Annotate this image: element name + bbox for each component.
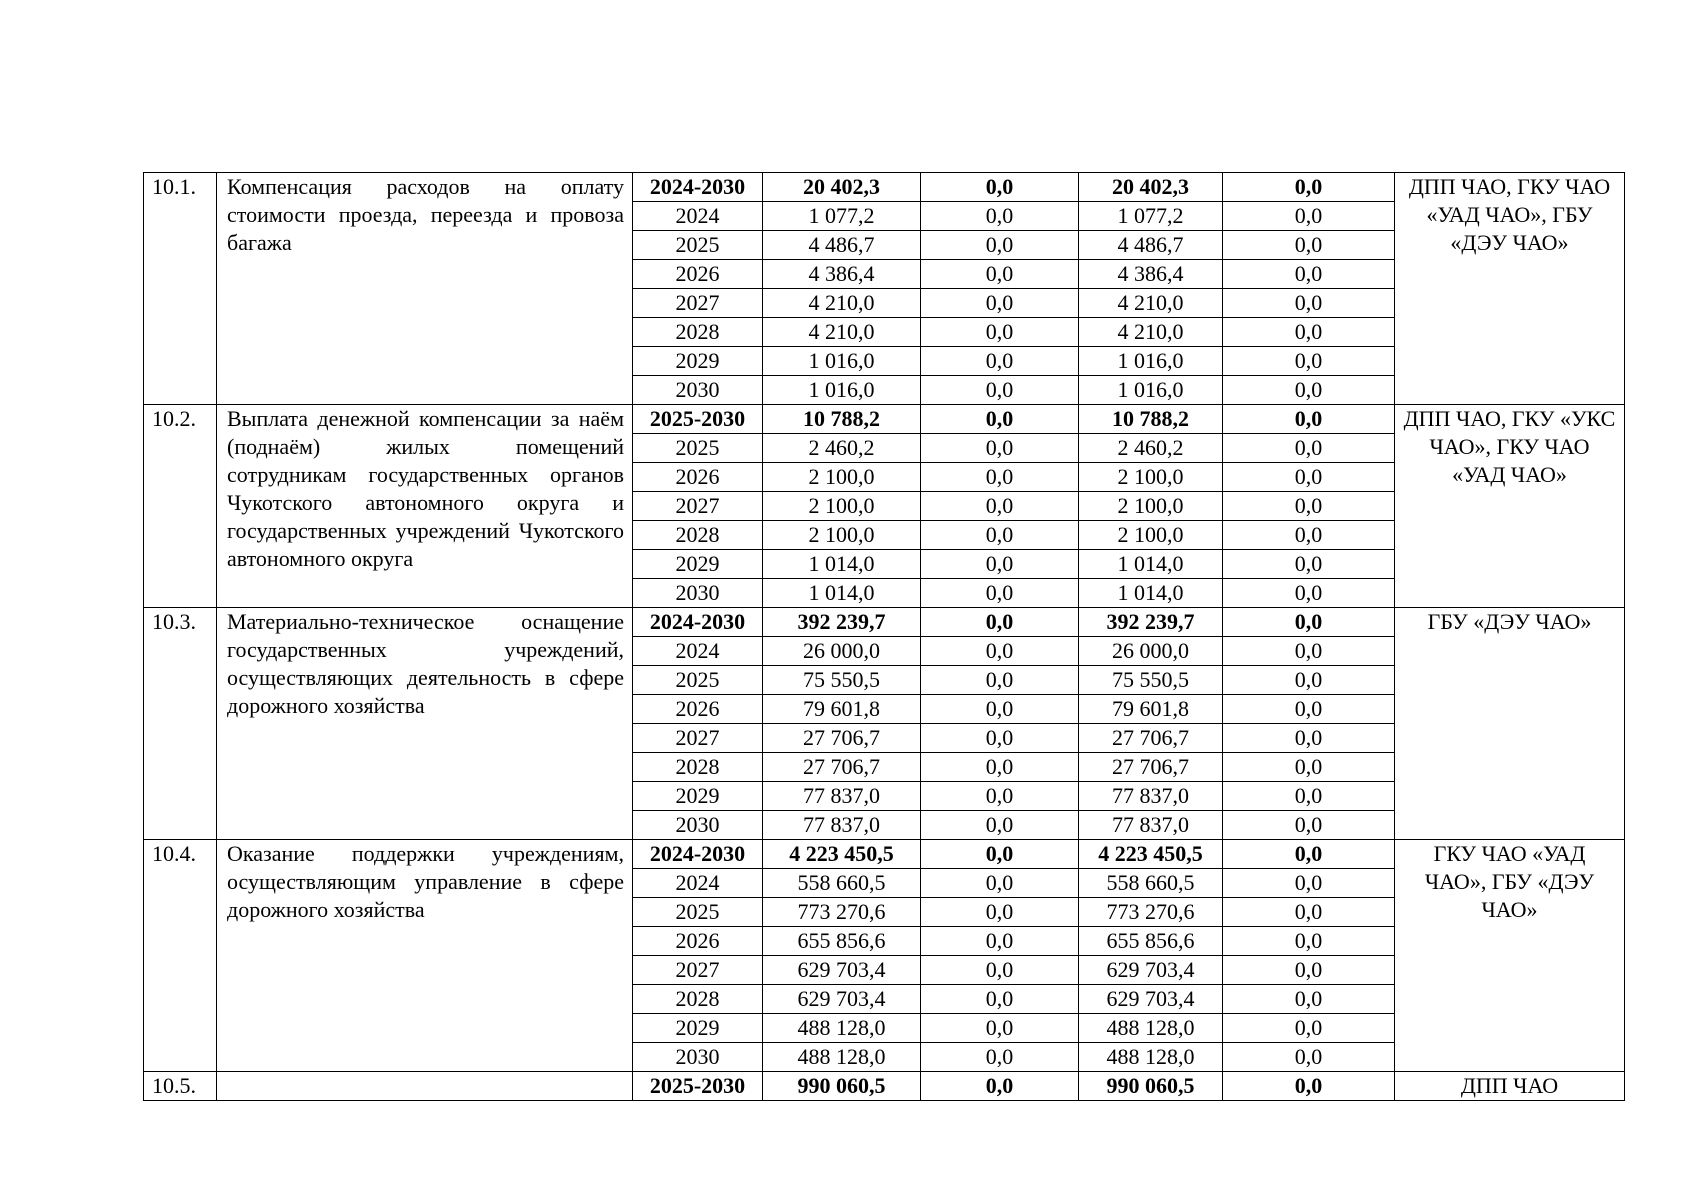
cell-total: 10 788,2 [763,405,921,434]
cell-total: 27 706,7 [763,724,921,753]
cell-col2: 0,0 [921,666,1079,695]
cell-col2: 0,0 [921,811,1079,840]
cell-col4: 0,0 [1223,666,1395,695]
cell-col4: 0,0 [1223,463,1395,492]
cell-period: 2026 [633,260,763,289]
cell-col3: 558 660,5 [1079,869,1223,898]
cell-period: 2025 [633,231,763,260]
cell-total: 4 223 450,5 [763,840,921,869]
cell-col3: 773 270,6 [1079,898,1223,927]
cell-col3: 2 460,2 [1079,434,1223,463]
cell-col3: 2 100,0 [1079,463,1223,492]
cell-col2: 0,0 [921,579,1079,608]
cell-col4: 0,0 [1223,550,1395,579]
cell-total: 1 077,2 [763,202,921,231]
cell-col4: 0,0 [1223,231,1395,260]
cell-col3: 4 210,0 [1079,289,1223,318]
cell-total: 2 100,0 [763,492,921,521]
cell-period: 2030 [633,376,763,405]
cell-col4: 0,0 [1223,260,1395,289]
cell-period: 2027 [633,724,763,753]
cell-col2: 0,0 [921,637,1079,666]
cell-col2: 0,0 [921,492,1079,521]
cell-col4: 0,0 [1223,405,1395,434]
cell-total: 2 100,0 [763,521,921,550]
cell-period: 2030 [633,579,763,608]
cell-total: 4 486,7 [763,231,921,260]
cell-col3: 2 100,0 [1079,521,1223,550]
cell-col4: 0,0 [1223,347,1395,376]
cell-col3: 4 386,4 [1079,260,1223,289]
cell-total: 990 060,5 [763,1072,921,1101]
cell-col2: 0,0 [921,840,1079,869]
cell-total: 558 660,5 [763,869,921,898]
cell-col3: 26 000,0 [1079,637,1223,666]
cell-col4: 0,0 [1223,492,1395,521]
cell-period: 2027 [633,289,763,318]
cell-col4: 0,0 [1223,927,1395,956]
cell-period: 2026 [633,463,763,492]
cell-period: 2025 [633,898,763,927]
cell-col3: 77 837,0 [1079,782,1223,811]
cell-period: 2030 [633,1043,763,1072]
cell-col3: 629 703,4 [1079,985,1223,1014]
cell-col3: 4 486,7 [1079,231,1223,260]
cell-col3: 488 128,0 [1079,1043,1223,1072]
cell-col3: 27 706,7 [1079,724,1223,753]
cell-col2: 0,0 [921,521,1079,550]
item-number: 10.1. [144,173,217,405]
cell-total: 77 837,0 [763,811,921,840]
item-number: 10.3. [144,608,217,840]
cell-col2: 0,0 [921,898,1079,927]
cell-total: 4 386,4 [763,260,921,289]
cell-col4: 0,0 [1223,1072,1395,1101]
cell-total: 75 550,5 [763,666,921,695]
cell-col4: 0,0 [1223,782,1395,811]
table-row [144,173,1625,202]
cell-col3: 2 100,0 [1079,492,1223,521]
cell-col2: 0,0 [921,724,1079,753]
cell-col2: 0,0 [921,376,1079,405]
cell-period: 2029 [633,782,763,811]
cell-col3: 27 706,7 [1079,753,1223,782]
cell-col4: 0,0 [1223,202,1395,231]
cell-total: 629 703,4 [763,985,921,1014]
cell-col4: 0,0 [1223,1014,1395,1043]
cell-period: 2025 [633,434,763,463]
cell-period: 2028 [633,753,763,782]
cell-col4: 0,0 [1223,695,1395,724]
budget-table [143,172,1625,1101]
cell-col2: 0,0 [921,202,1079,231]
cell-col4: 0,0 [1223,724,1395,753]
cell-col4: 0,0 [1223,956,1395,985]
cell-col4: 0,0 [1223,753,1395,782]
cell-period: 2028 [633,985,763,1014]
cell-col2: 0,0 [921,608,1079,637]
cell-col3: 4 223 450,5 [1079,840,1223,869]
cell-col4: 0,0 [1223,1043,1395,1072]
item-executor: ДПП ЧАО [1395,1072,1625,1101]
cell-period: 2024 [633,637,763,666]
cell-col3: 488 128,0 [1079,1014,1223,1043]
cell-col2: 0,0 [921,956,1079,985]
item-number: 10.4. [144,840,217,1072]
cell-total: 4 210,0 [763,318,921,347]
cell-period: 2028 [633,521,763,550]
cell-col2: 0,0 [921,260,1079,289]
cell-col4: 0,0 [1223,869,1395,898]
cell-col3: 1 016,0 [1079,347,1223,376]
cell-col4: 0,0 [1223,637,1395,666]
cell-col2: 0,0 [921,173,1079,202]
cell-col2: 0,0 [921,347,1079,376]
cell-period: 2024-2030 [633,608,763,637]
cell-total: 79 601,8 [763,695,921,724]
cell-period: 2025-2030 [633,405,763,434]
cell-col2: 0,0 [921,782,1079,811]
cell-col2: 0,0 [921,985,1079,1014]
cell-col3: 629 703,4 [1079,956,1223,985]
cell-total: 629 703,4 [763,956,921,985]
cell-col4: 0,0 [1223,376,1395,405]
cell-col4: 0,0 [1223,318,1395,347]
cell-total: 2 460,2 [763,434,921,463]
item-description: Оказание поддержки учреждениям, осуществляющим управление в сфере дорожного хозяйства [217,840,633,1072]
cell-col2: 0,0 [921,1072,1079,1101]
cell-total: 773 270,6 [763,898,921,927]
cell-period: 2024 [633,202,763,231]
cell-col4: 0,0 [1223,608,1395,637]
table-row [144,1072,1625,1101]
cell-period: 2024-2030 [633,173,763,202]
cell-col4: 0,0 [1223,898,1395,927]
cell-col2: 0,0 [921,289,1079,318]
item-executor: ДПП ЧАО, ГКУ «УКС ЧАО», ГКУ ЧАО «УАД ЧАО» [1395,405,1625,608]
cell-period: 2029 [633,347,763,376]
cell-col2: 0,0 [921,753,1079,782]
item-number: 10.5. [144,1072,217,1101]
cell-col2: 0,0 [921,405,1079,434]
cell-total: 1 016,0 [763,347,921,376]
item-description [217,1072,633,1101]
table-row [144,840,1625,869]
cell-total: 26 000,0 [763,637,921,666]
cell-col4: 0,0 [1223,579,1395,608]
cell-total: 1 014,0 [763,579,921,608]
cell-period: 2028 [633,318,763,347]
cell-total: 27 706,7 [763,753,921,782]
cell-total: 488 128,0 [763,1014,921,1043]
cell-col4: 0,0 [1223,985,1395,1014]
cell-col2: 0,0 [921,318,1079,347]
item-executor: ДПП ЧАО, ГКУ ЧАО «УАД ЧАО», ГБУ «ДЭУ ЧАО» [1395,173,1625,405]
cell-col4: 0,0 [1223,173,1395,202]
cell-total: 77 837,0 [763,782,921,811]
cell-period: 2029 [633,1014,763,1043]
cell-col4: 0,0 [1223,434,1395,463]
item-description: Компенсация расходов на оплату стоимости проезда, переезда и провоза багажа [217,173,633,405]
cell-col2: 0,0 [921,927,1079,956]
cell-col3: 20 402,3 [1079,173,1223,202]
item-executor: ГКУ ЧАО «УАД ЧАО», ГБУ «ДЭУ ЧАО» [1395,840,1625,1072]
cell-total: 655 856,6 [763,927,921,956]
cell-total: 1 014,0 [763,550,921,579]
cell-col4: 0,0 [1223,289,1395,318]
cell-period: 2025-2030 [633,1072,763,1101]
cell-col2: 0,0 [921,550,1079,579]
item-number: 10.2. [144,405,217,608]
cell-period: 2027 [633,956,763,985]
cell-col2: 0,0 [921,463,1079,492]
cell-col2: 0,0 [921,695,1079,724]
cell-period: 2026 [633,695,763,724]
cell-col3: 1 016,0 [1079,376,1223,405]
cell-col3: 10 788,2 [1079,405,1223,434]
table-row [144,405,1625,434]
cell-total: 20 402,3 [763,173,921,202]
cell-col3: 4 210,0 [1079,318,1223,347]
cell-period: 2027 [633,492,763,521]
cell-period: 2029 [633,550,763,579]
cell-col3: 655 856,6 [1079,927,1223,956]
cell-col3: 392 239,7 [1079,608,1223,637]
cell-period: 2024-2030 [633,840,763,869]
cell-col3: 79 601,8 [1079,695,1223,724]
cell-col3: 77 837,0 [1079,811,1223,840]
cell-total: 1 016,0 [763,376,921,405]
cell-total: 4 210,0 [763,289,921,318]
cell-col3: 990 060,5 [1079,1072,1223,1101]
cell-period: 2024 [633,869,763,898]
cell-col3: 1 014,0 [1079,550,1223,579]
cell-col2: 0,0 [921,869,1079,898]
cell-col2: 0,0 [921,1014,1079,1043]
item-description: Материально-техническое оснащение государственных учреждений, осуществляющих деятельность в сфере дорожного хозяйства [217,608,633,840]
cell-col4: 0,0 [1223,840,1395,869]
cell-col2: 0,0 [921,434,1079,463]
cell-period: 2030 [633,811,763,840]
cell-total: 488 128,0 [763,1043,921,1072]
cell-col4: 0,0 [1223,521,1395,550]
cell-total: 392 239,7 [763,608,921,637]
cell-col3: 75 550,5 [1079,666,1223,695]
cell-col3: 1 077,2 [1079,202,1223,231]
cell-col4: 0,0 [1223,811,1395,840]
item-executor: ГБУ «ДЭУ ЧАО» [1395,608,1625,840]
item-description: Выплата денежной компенсации за наём (поднаём) жилых помещений сотрудникам государственных органов Чукотского автономного округа и государственных учреждений Чукотского автономного округа [217,405,633,608]
cell-col3: 1 014,0 [1079,579,1223,608]
cell-period: 2026 [633,927,763,956]
cell-period: 2025 [633,666,763,695]
cell-col2: 0,0 [921,1043,1079,1072]
cell-col2: 0,0 [921,231,1079,260]
cell-total: 2 100,0 [763,463,921,492]
table-row [144,608,1625,637]
